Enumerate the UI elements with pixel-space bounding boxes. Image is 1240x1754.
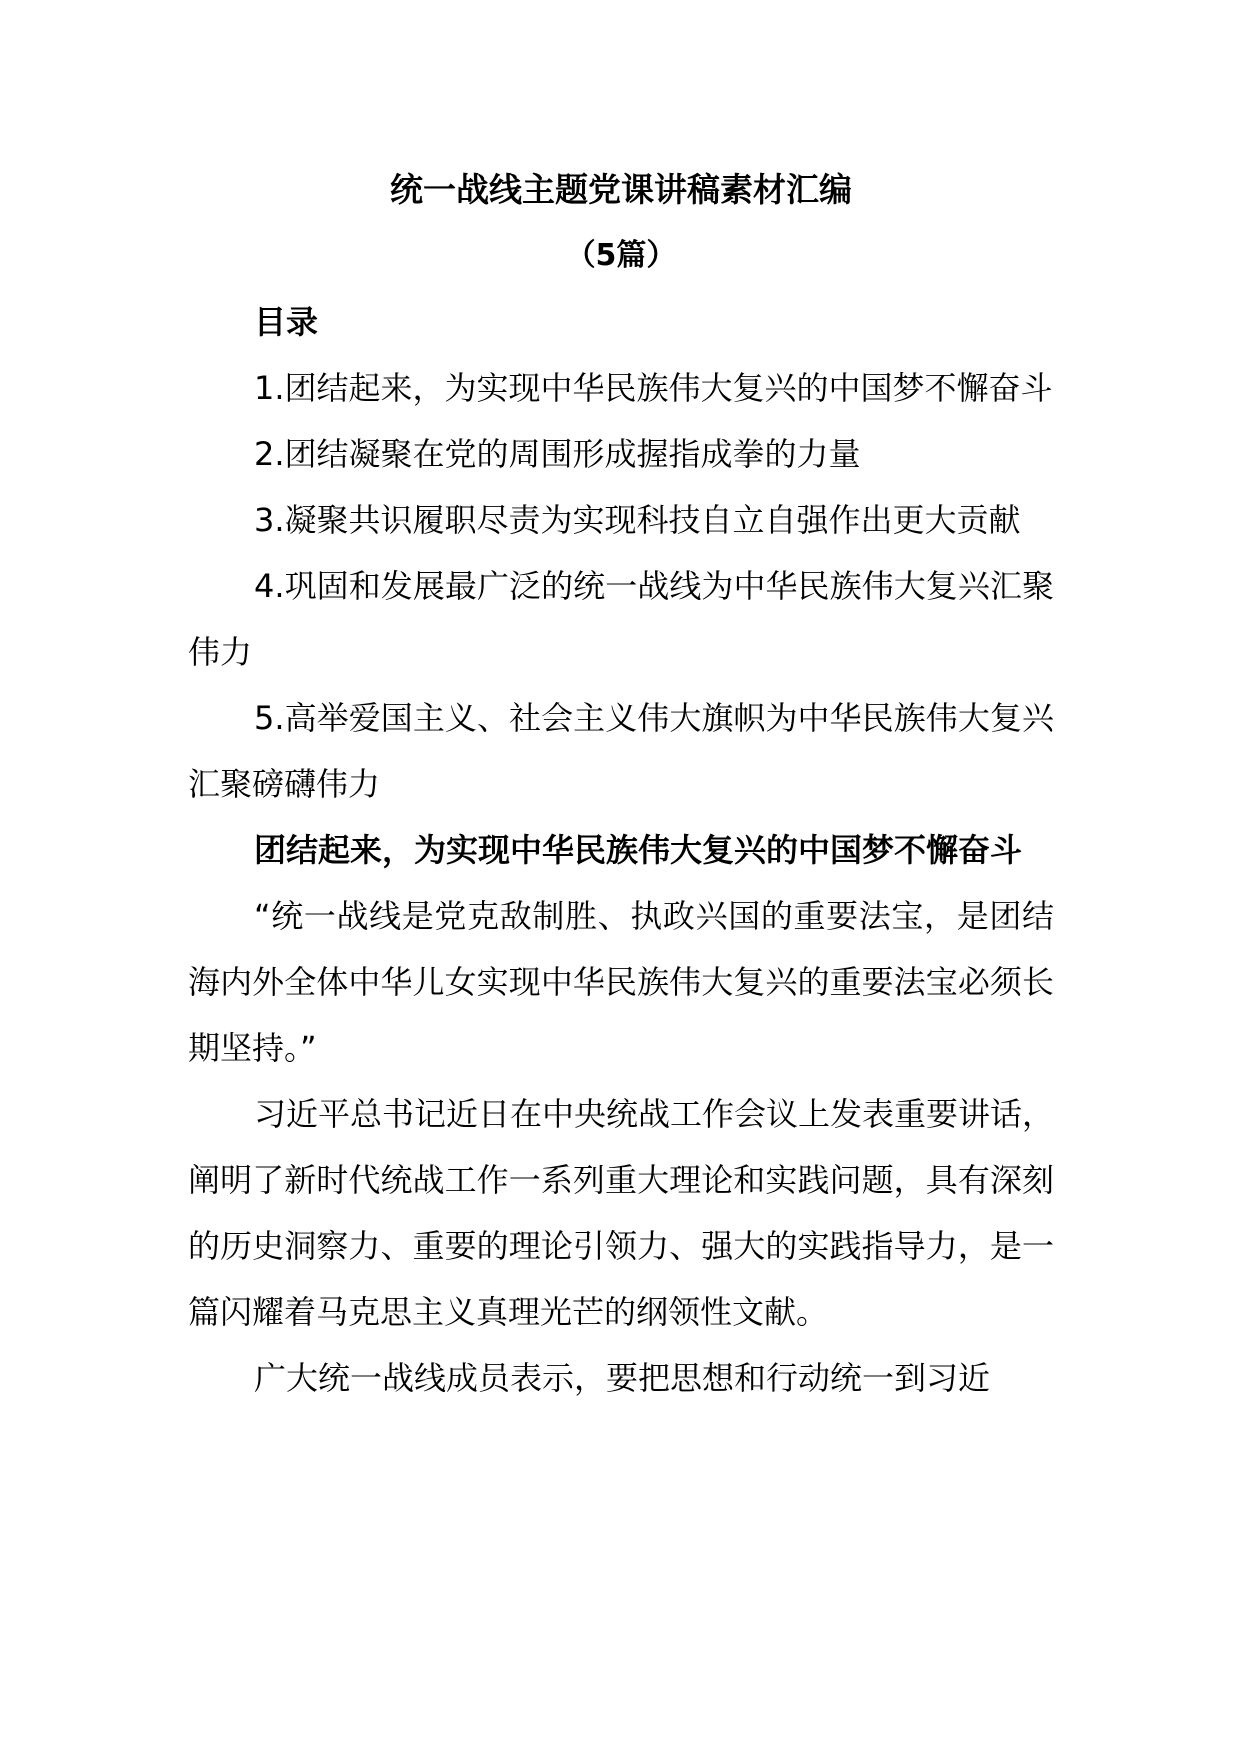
toc-item-2: 2.团结凝聚在党的周围形成握指成拳的力量 xyxy=(254,435,861,473)
toc-item-5: 5.高举爱国主义、社会主义伟大旗帜为中华民族伟大复兴汇聚磅礴伟力 xyxy=(188,699,1054,803)
toc-item-1: 1.团结起来，为实现中华民族伟大复兴的中国梦不懈奋斗 xyxy=(254,369,1053,407)
document-subtitle: （5篇） xyxy=(565,238,677,273)
body-paragraph-3: 广大统一战线成员表示，要把思想和行动统一到习近 xyxy=(254,1359,991,1397)
document-title: 统一战线主题党课讲稿素材汇编 xyxy=(390,170,852,209)
document-page xyxy=(188,157,1054,1411)
body-paragraph-1: “统一战线是党克敌制胜、执政兴国的重要法宝，是团结海内外全体中华儿女实现中华民族伟大复兴的重要法宝必须长期坚持。” xyxy=(188,897,1054,1067)
toc-item-3: 3.凝聚共识履职尽责为实现科技自立自强作出更大贡献 xyxy=(254,501,1021,539)
body-paragraph-2: 习近平总书记近日在中央统战工作会议上发表重要讲话，阐明了新时代统战工作一系列重大理论和实践问题，具有深刻的历史洞察力、重要的理论引领力、强大的实践指导力，是一篇闪耀着马克思主义真理光芒的纲领性文献。 xyxy=(188,1095,1055,1331)
section-heading: 团结起来，为实现中华民族伟大复兴的中国梦不懈奋斗 xyxy=(254,831,1023,869)
toc-heading: 目录 xyxy=(254,303,319,341)
toc-item-4: 4.巩固和发展最广泛的统一战线为中华民族伟大复兴汇聚伟力 xyxy=(188,567,1054,671)
